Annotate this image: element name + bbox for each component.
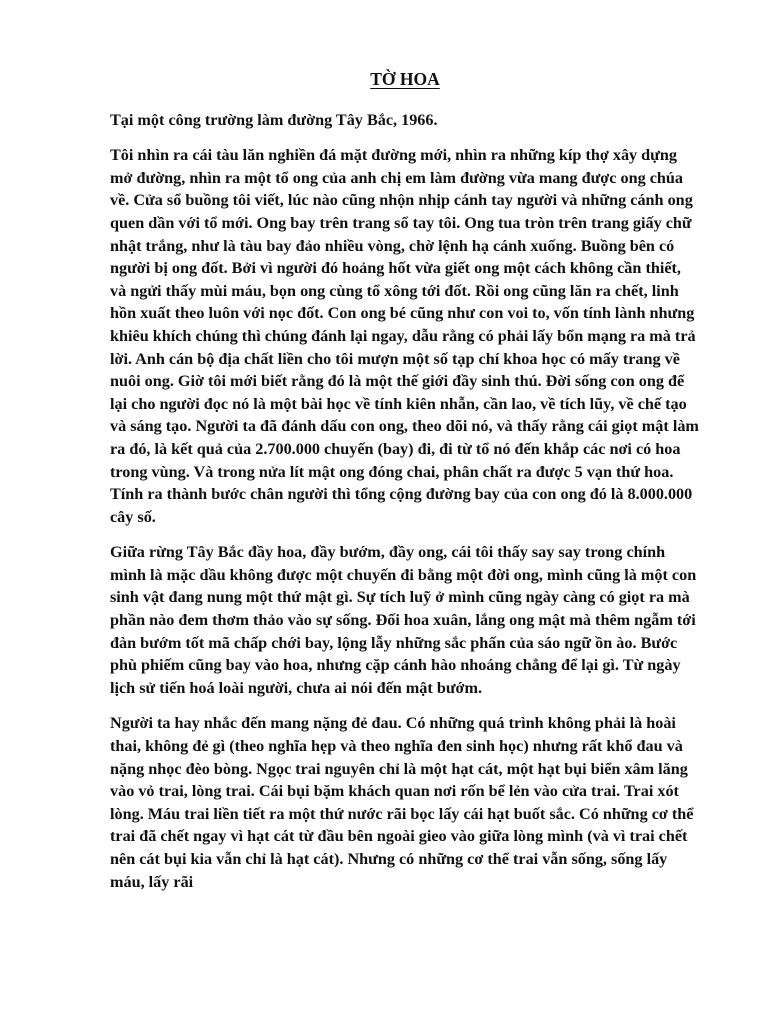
document-title: TỜ HOA <box>370 69 440 89</box>
paragraph-dateline: Tại một công trường làm đường Tây Bắc, 1966. <box>110 110 438 129</box>
document-page <box>110 68 700 906</box>
paragraph-pearl: Người ta hay nhắc đến mang nặng đẻ đau. Có những quá trình không phải là hoài thai, không đẻ gì (theo nghĩa hẹp và theo nghĩa đen sinh học) nhưng rất khổ đau và nặng nhọc đèo bòng. Ngọc trai nguyên chỉ là một hạt cát, một hạt bụi biển xâm lăng vào vỏ trai, lòng trai. Cái bụi bặm khách quan nơi rốn bể lẻn vào cửa trai. Trai xót lòng. Máu trai liền tiết ra một thứ nước rãi bọc lấy cái hạt buốt sắc. Có những cơ thể trai đã chết ngay vì hạt cát từ đầu bên ngoài gieo vào giữa lòng mình (và vì trai chết nên cát bụi kia vẫn chỉ là hạt cát). Nhưng có những cơ thể trai vẫn sống, sống lấy máu, lấy rãi <box>110 714 694 891</box>
paragraph-bees: Tôi nhìn ra cái tàu lăn nghiền đá mặt đường mới, nhìn ra những kíp thợ xây dựng mở đường, nhìn ra một tổ ong của anh chị em làm đường vừa mang được ong chúa về. Cửa sổ buồng tôi viết, lúc nào cũng nhộn nhịp cánh tay người và những cánh ong quen dần với tổ mới. Ong bay trên trang sổ tay tôi. Ong tua tròn trên trang giấy chữ nhật trắng, như là tàu bay đảo nhiều vòng, chờ lệnh hạ cánh xuống. Buồng bên có người bị ong đốt. Bởi vì người đó hoảng hốt vừa giết ong một cách không cần thiết, và ngửi thấy mùi máu, bọn ong cùng tổ xông tới đốt. Rồi ong cũng lăn ra chết, linh hồn xuất theo luôn với nọc đốt. Con ong bé cũng như con voi to, vốn tính lành nhưng khiêu khích chúng thì chúng đánh lại ngay, dẫu rằng có phải lấy bổn mạng ra mà trả lời. Anh cán bộ địa chất liền cho tôi mượn một số tạp chí khoa học có mấy trang về nuôi ong. Giờ tôi mới biết rằng đó là một thế giới đầy sinh thú. Đời sống con ong để lại cho người đọc nó là một bài học về tính kiên nhẫn, cần lao, về tích lũy, về chế tạo và sáng tạo. Người ta đã đánh dấu con ong, theo dõi nó, và thấy rằng cái giọt mật làm ra đó, là kết quả của 2.700.000 chuyến (bay) đi, đi từ tổ nó đến khắp các nơi có hoa trong vùng. Và trong nửa lít mật ong đóng chai, phân chất ra được 5 vạn thứ hoa. Tính ra thành bước chân người thì tổng cộng đường bay của con ong đó là 8.000.000 cây số. <box>110 146 699 526</box>
paragraph-butterflies: Giữa rừng Tây Bắc đầy hoa, đầy bướm, đầy ong, cái tôi thấy say say trong chính mình là mặc dầu không được một chuyến đi bằng một đời ong, mình cũng là một con sinh vật đang nung một thứ mật gì. Sự tích luỹ ở mình cũng ngày càng có giọt ra mà phần nào đem thơm thảo vào sự sống. Đối hoa xuân, lắng ong mật mà thêm ngẫm tới đàn bướm tốt mã chấp chới bay, lộng lẫy những sắc phấn của sáo ngữ ồn ào. Bước phù phiếm cũng bay vào hoa, nhưng cặp cánh hào nhoáng chẳng để lại gì. Từ ngày lịch sử tiến hoá loài người, chưa ai nói đến mật bướm. <box>110 543 697 697</box>
